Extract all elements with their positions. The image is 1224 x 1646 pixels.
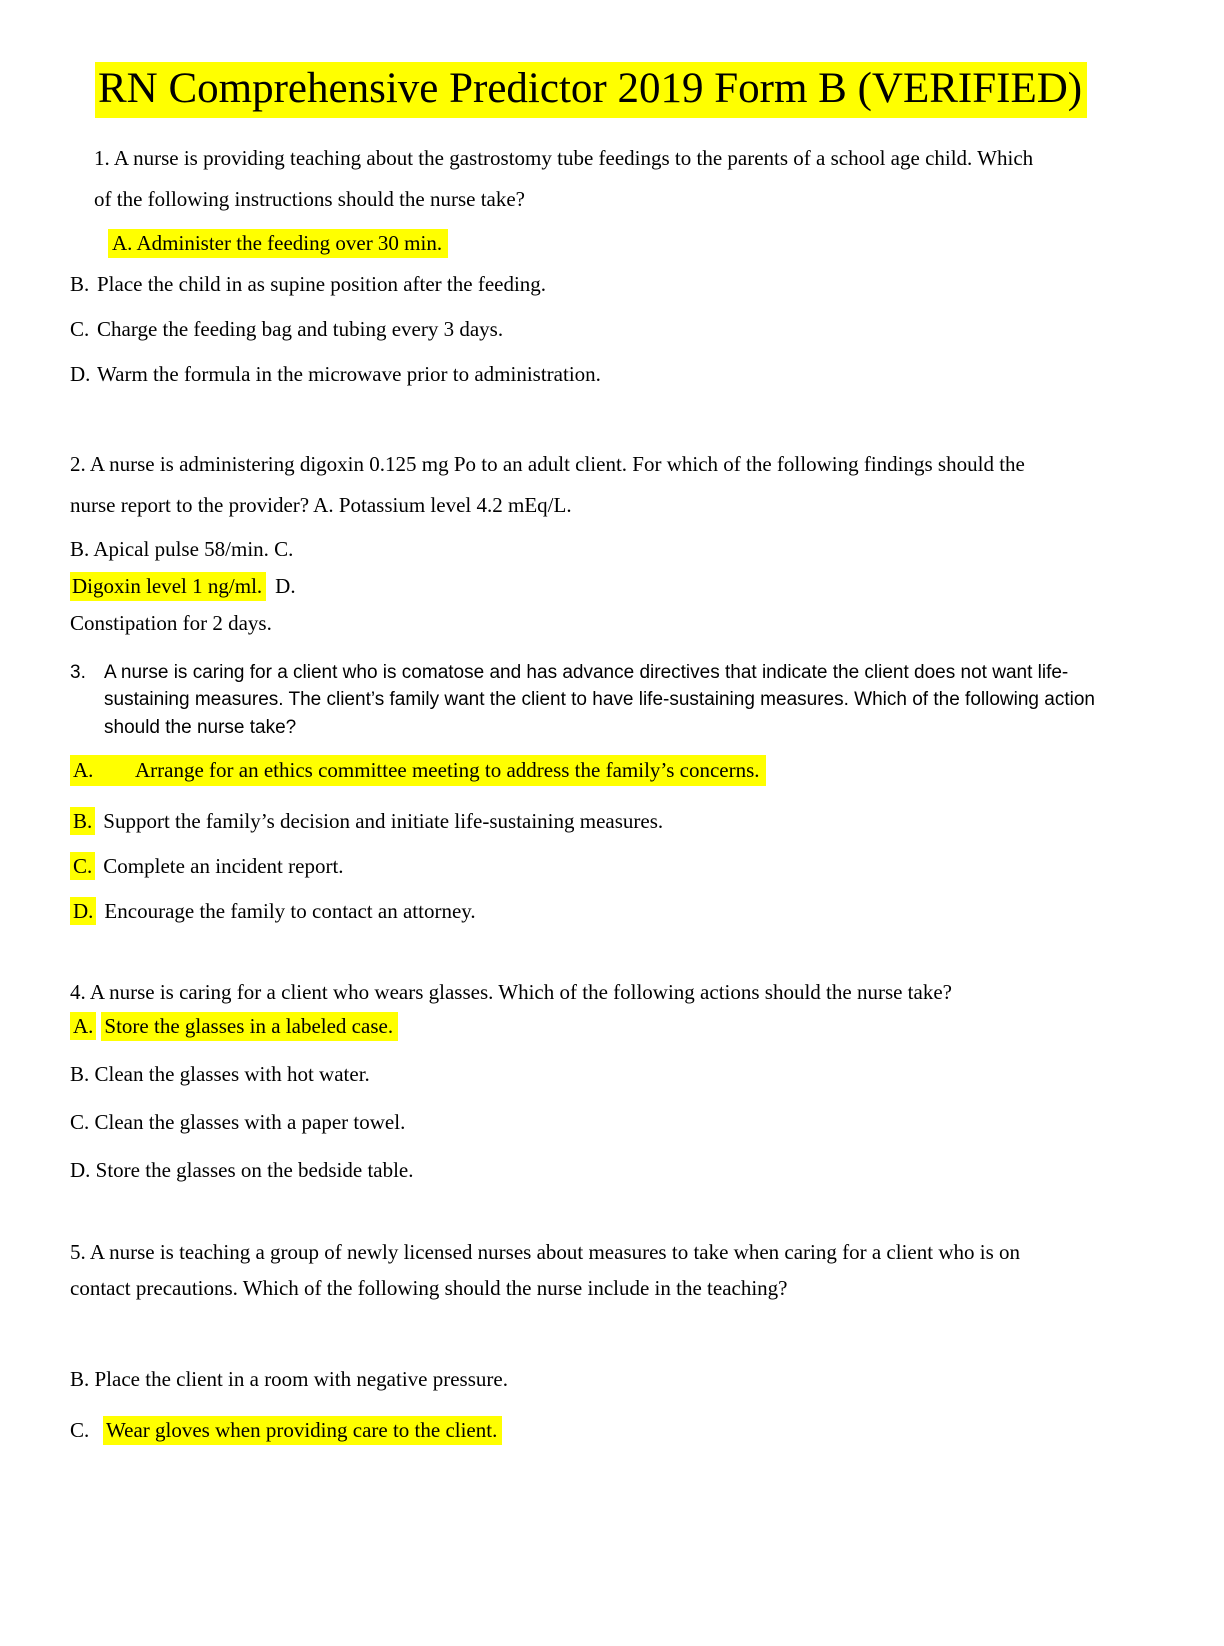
question-1-option-a	[108, 230, 1170, 257]
option-text: Support the family’s decision and initiate life-sustaining measures.	[103, 809, 664, 834]
question-4-option-b: B. Clean the glasses with hot water.	[70, 1062, 370, 1087]
option-letter-highlight: D.	[70, 897, 96, 925]
option-text: Complete an incident report.	[103, 854, 344, 879]
question-3-option-c	[70, 853, 1170, 880]
question-2-option-b: B. Apical pulse 58/min. C.	[70, 536, 294, 561]
question-5-option-b: B. Place the client in a room with negative pressure.	[70, 1367, 508, 1392]
title-highlight: RN Comprehensive Predictor 2019 Form B (VERIFIED)	[95, 62, 1087, 118]
question-1-option-c	[70, 316, 1170, 343]
document-title	[95, 62, 1170, 116]
question-4-option-c: C. Clean the glasses with a paper towel.	[70, 1110, 406, 1135]
option-text: Encourage the family to contact an attorney.	[104, 899, 476, 924]
option-letter-highlight: B.	[70, 807, 95, 835]
question-1-stem: 1. A nurse is providing teaching about the gastrostomy tube feedings to the parents of a school age child. Which of the following instructions should the nurse take?	[94, 145, 1034, 211]
option-letter: D.	[275, 573, 296, 598]
document-page	[0, 62, 1224, 1484]
question-1-option-d	[70, 361, 1170, 388]
option-letter: B.	[70, 271, 90, 296]
answer-highlight: A. Administer the feeding over 30 min.	[108, 229, 448, 258]
question-4-stem: 4. A nurse is caring for a client who wears glasses. Which of the following actions should the nurse take?	[70, 980, 952, 1005]
question-5-option-c	[70, 1417, 1170, 1444]
question-4-option-a	[70, 1013, 1170, 1040]
question-text: A nurse is caring for a client who is comatose and has advance directives that indicate the client does not want life-sustaining measures. The client’s family want the client to have life-sustaining measures. Which of the following action should the nurse take?	[104, 661, 1095, 738]
question-1-option-b	[70, 271, 1170, 298]
answer-highlight: Digoxin level 1 ng/ml.	[70, 572, 266, 601]
question-2-option-d: Constipation for 2 days.	[70, 610, 272, 635]
option-text: Place the child in as supine position after the feeding.	[97, 271, 547, 296]
question-2-stem: 2. A nurse is administering digoxin 0.125 mg Po to an adult client. For which of the following findings should the nurse report to the provider? A. Potassium level 4.2 mEq/L.	[70, 451, 1025, 517]
option-text: Warm the formula in the microwave prior to administration.	[97, 361, 601, 386]
option-letter: C.	[70, 1418, 90, 1443]
question-number: 3.	[70, 661, 86, 683]
answer-highlight: Store the glasses in a labeled case.	[101, 1012, 398, 1041]
option-letter: D.	[70, 361, 91, 386]
question-4-option-d: D. Store the glasses on the bedside table.	[70, 1158, 414, 1183]
option-letter-highlight: C.	[70, 852, 95, 880]
question-2-option-c	[70, 573, 1170, 600]
option-letter: C.	[70, 316, 90, 341]
question-3-stem	[70, 659, 1170, 742]
option-text: Charge the feeding bag and tubing every 3 days.	[97, 316, 504, 341]
question-3-option-b	[70, 808, 1170, 835]
question-3-option-d	[70, 898, 1170, 925]
answer-highlight: Wear gloves when providing care to the client.	[103, 1416, 502, 1445]
question-3-option-a	[70, 757, 1170, 784]
option-letter-highlight: A.	[70, 1012, 96, 1040]
option-text: Arrange for an ethics committee meeting to address the family’s concerns.	[135, 758, 760, 783]
question-5-stem: 5. A nurse is teaching a group of newly licensed nurses about measures to take when caring for a client who is on contact precautions. Which of the following should the nurse include in the teaching?	[70, 1240, 1020, 1301]
option-letter: A.	[73, 758, 94, 783]
answer-highlight	[70, 755, 766, 786]
